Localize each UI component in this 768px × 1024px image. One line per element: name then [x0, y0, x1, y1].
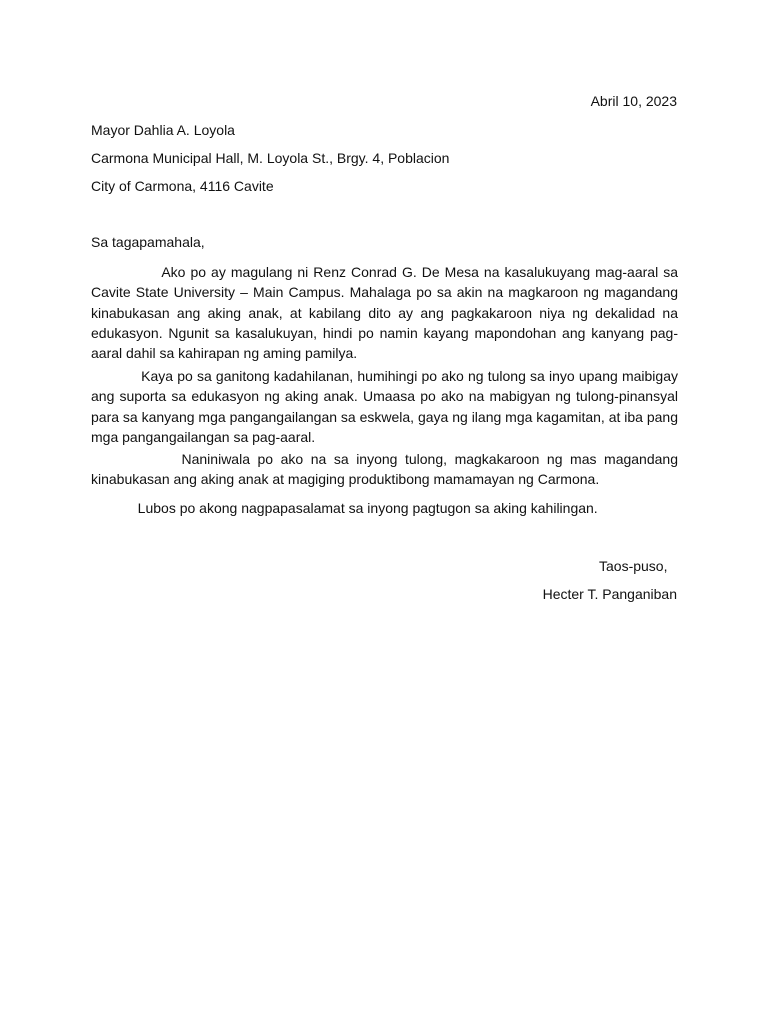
body-paragraph-2: Kaya po sa ganitong kadahilanan, humihingi po ako ng tulong sa inyo upang maibigay ang suporta sa edukasyon ng aking anak. Umaasa po ako na mabigyan ng tulong-pinansyal para sa kanyang mga pangangailangan sa eskwela, gaya ng ilang mga kagamitan, at iba pang mga pangangailangan sa pag-aaral.: [91, 368, 678, 445]
body-paragraph-4: Lubos po akong nagpapasalamat sa inyong pagtugon sa aking kahilingan.: [91, 500, 598, 516]
recipient-address-line1: Carmona Municipal Hall, M. Loyola St., Brgy. 4, Poblacion: [91, 150, 450, 166]
signatory-name: Hecter T. Panganiban: [542, 586, 677, 602]
recipient-address-line2: City of Carmona, 4116 Cavite: [91, 178, 274, 194]
recipient-name: Mayor Dahlia A. Loyola: [91, 122, 235, 138]
body-paragraph-3: Naniniwala po ako na sa inyong tulong, magkakaroon ng mas magandang kinabukasan ang aking anak at magiging produktibong mamamayan ng Carmona.: [91, 451, 678, 488]
body-paragraph-1: Ako po ay magulang ni Renz Conrad G. De Mesa na kasalukuyang mag-aaral sa Cavite State University – Main Campus. Mahalaga po sa akin na magkaroon ng magandang kinabukasan ang aking anak, at kabilang dito ay ang pagkakaroon niya ng dekalidad na edukasyon. Ngunit sa kasalukuyan, hindi po namin kayang mapondohan ang kanyang pag-aaral dahil sa kahirapan ng aming pamilya.: [91, 264, 678, 362]
closing-phrase: Taos-puso,: [599, 558, 668, 574]
salutation: Sa tagapamahala,: [91, 234, 205, 250]
letter-date: Abril 10, 2023: [590, 93, 677, 109]
